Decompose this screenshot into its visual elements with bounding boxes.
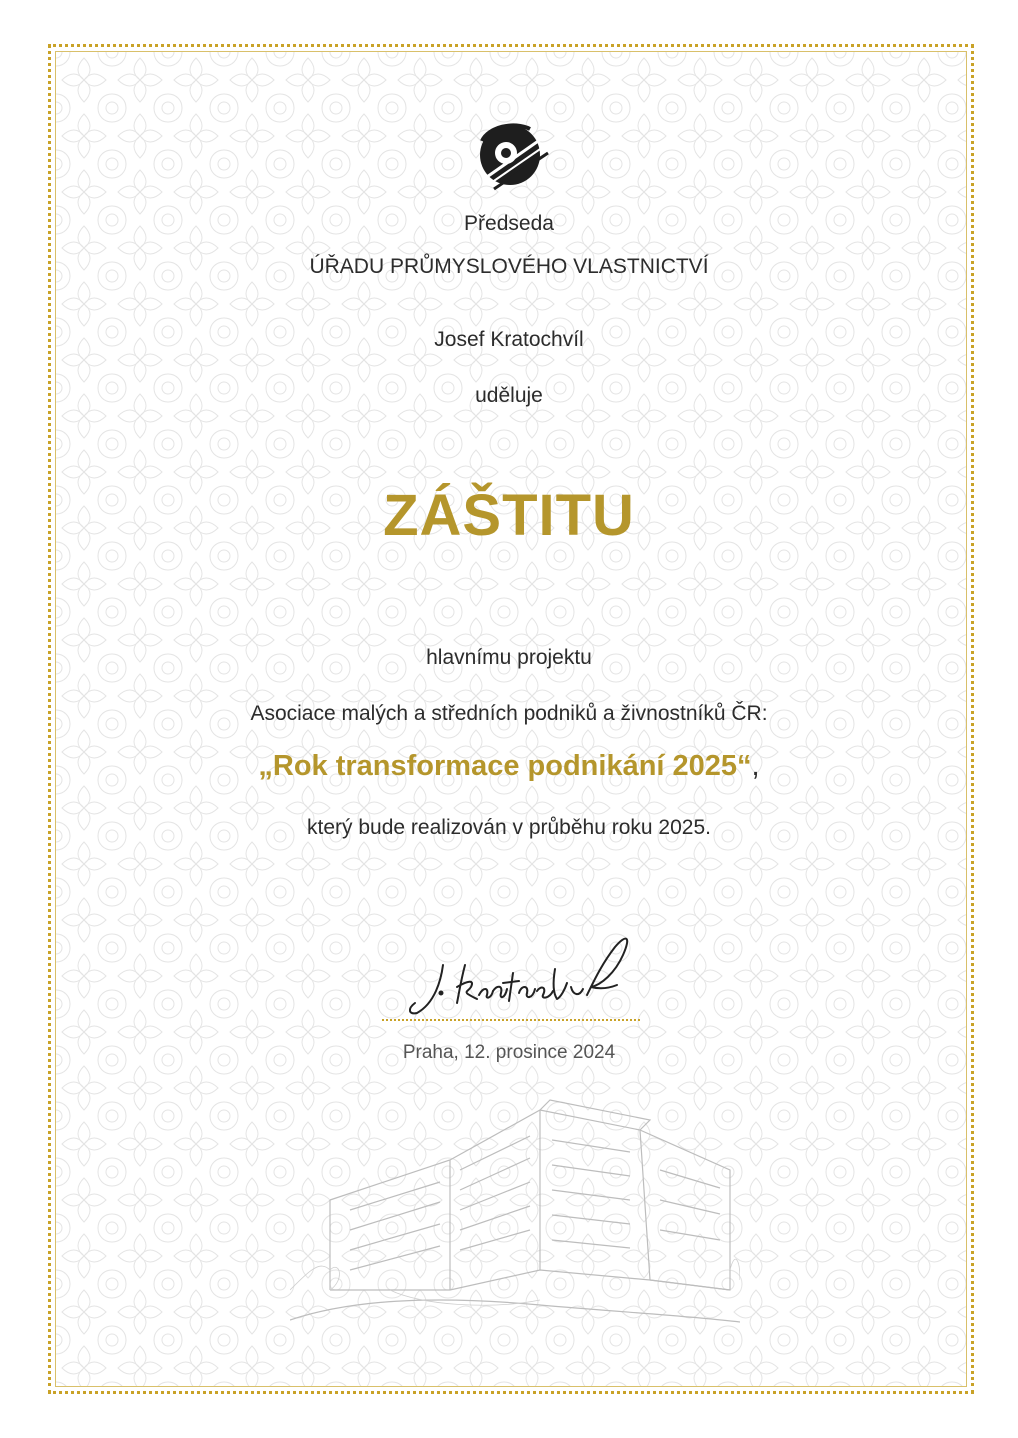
project-name-suffix: , — [751, 750, 760, 782]
upv-logo-icon — [474, 117, 550, 193]
office-name: ÚŘADU PRŮMYSLOVÉHO VLASTNICTVÍ — [309, 255, 709, 278]
place-and-date: Praha, 12. prosince 2024 — [402, 1042, 616, 1063]
person-name: Josef Kratochvíl — [434, 328, 584, 351]
project-intro: hlavnímu projektu — [426, 646, 592, 669]
position-label: Předseda — [464, 212, 554, 235]
certificate-title: ZÁŠTITU — [383, 483, 635, 548]
project-name: „Rok transformace podnikání 2025“ — [258, 750, 752, 782]
handwritten-signature — [395, 925, 635, 1025]
organization-name: Asociace malých a středních podniků a živnostníků ČR: — [250, 702, 768, 725]
project-name-line — [0, 750, 1018, 783]
office-building-sketch — [290, 1090, 740, 1330]
project-note: který bude realizován v průběhu roku 2025. — [307, 816, 711, 839]
signature-dotted-line — [382, 1019, 640, 1021]
verb-text: uděluje — [475, 384, 543, 407]
